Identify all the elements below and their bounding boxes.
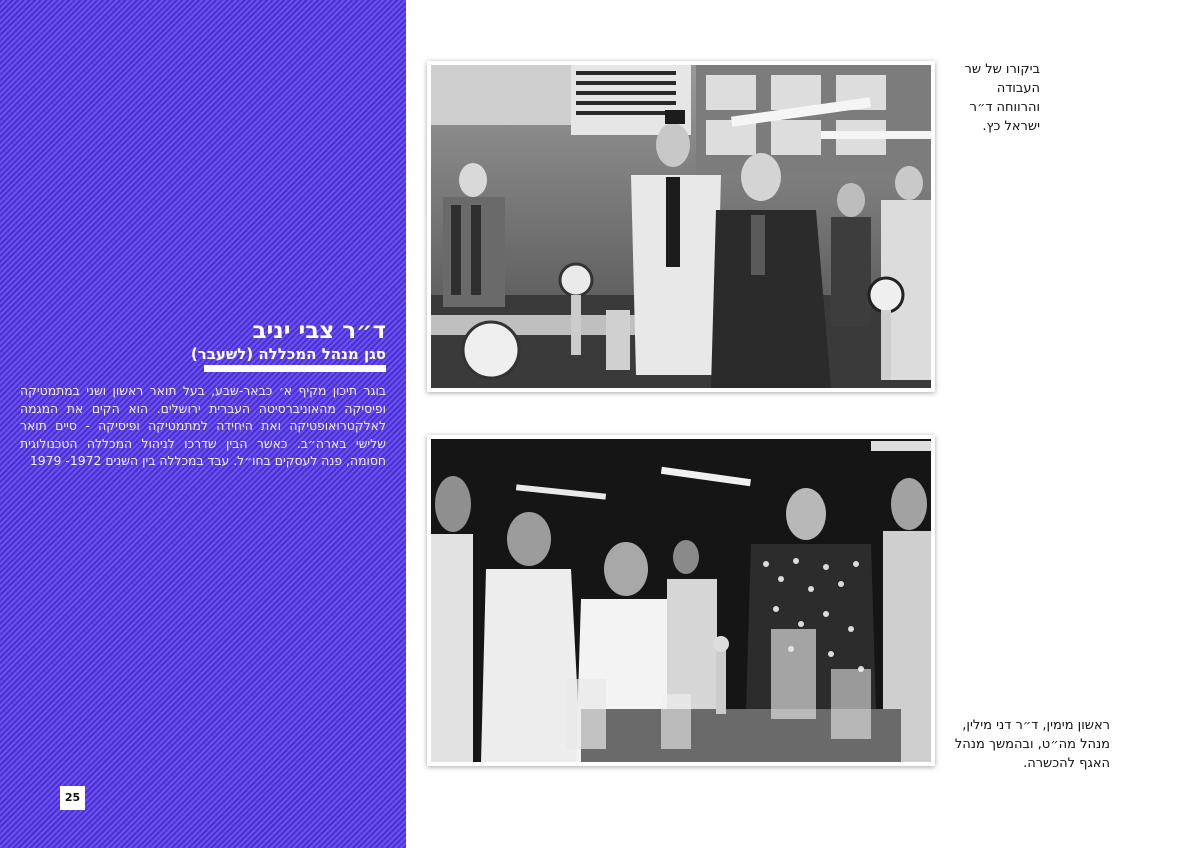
violet-side-panel: [0, 0, 406, 848]
photo-minister-visit: [427, 61, 935, 392]
photo-lab-group: [427, 435, 935, 766]
photo-lab-group-image: [431, 439, 931, 762]
page-number: 25: [60, 786, 85, 810]
bio-name: ד״ר צבי יניב: [252, 318, 386, 344]
title-underline: [204, 365, 386, 372]
photo-minister-visit-image: [431, 65, 931, 388]
bio-block: [20, 318, 386, 470]
bio-paragraph: בוגר תיכון מקיף א׳ כבאר-שבע, בעל תואר ראשון ושני במתמטיקה ופיסיקה מהאוניברסיטה העברית ירושלים. הוא הקים את המגמה לאלקטרואופטיקה ואת היחידה למתמטיקה ופיסיקה - סיים תואר שלישי בארה״ב. כאשר הבין שדרכו לניהול המכללה הטכנולוגית חסומה, פנה לעסקים בחו״ל. עבד במכללה בין השנים 1972- 1979: [20, 383, 386, 469]
bio-role: סגן מנהל המכללה (לשעבר): [190, 345, 386, 363]
caption-top-photo: ביקורו של שר העבודה והרווחה ד״ר ישראל כץ.: [964, 62, 1040, 134]
caption-bottom-photo: ראשון מימין, ד״ר דני מילין, מנהל מה״ט, ובהמשך מנהל האגף להכשרה.: [954, 718, 1110, 771]
